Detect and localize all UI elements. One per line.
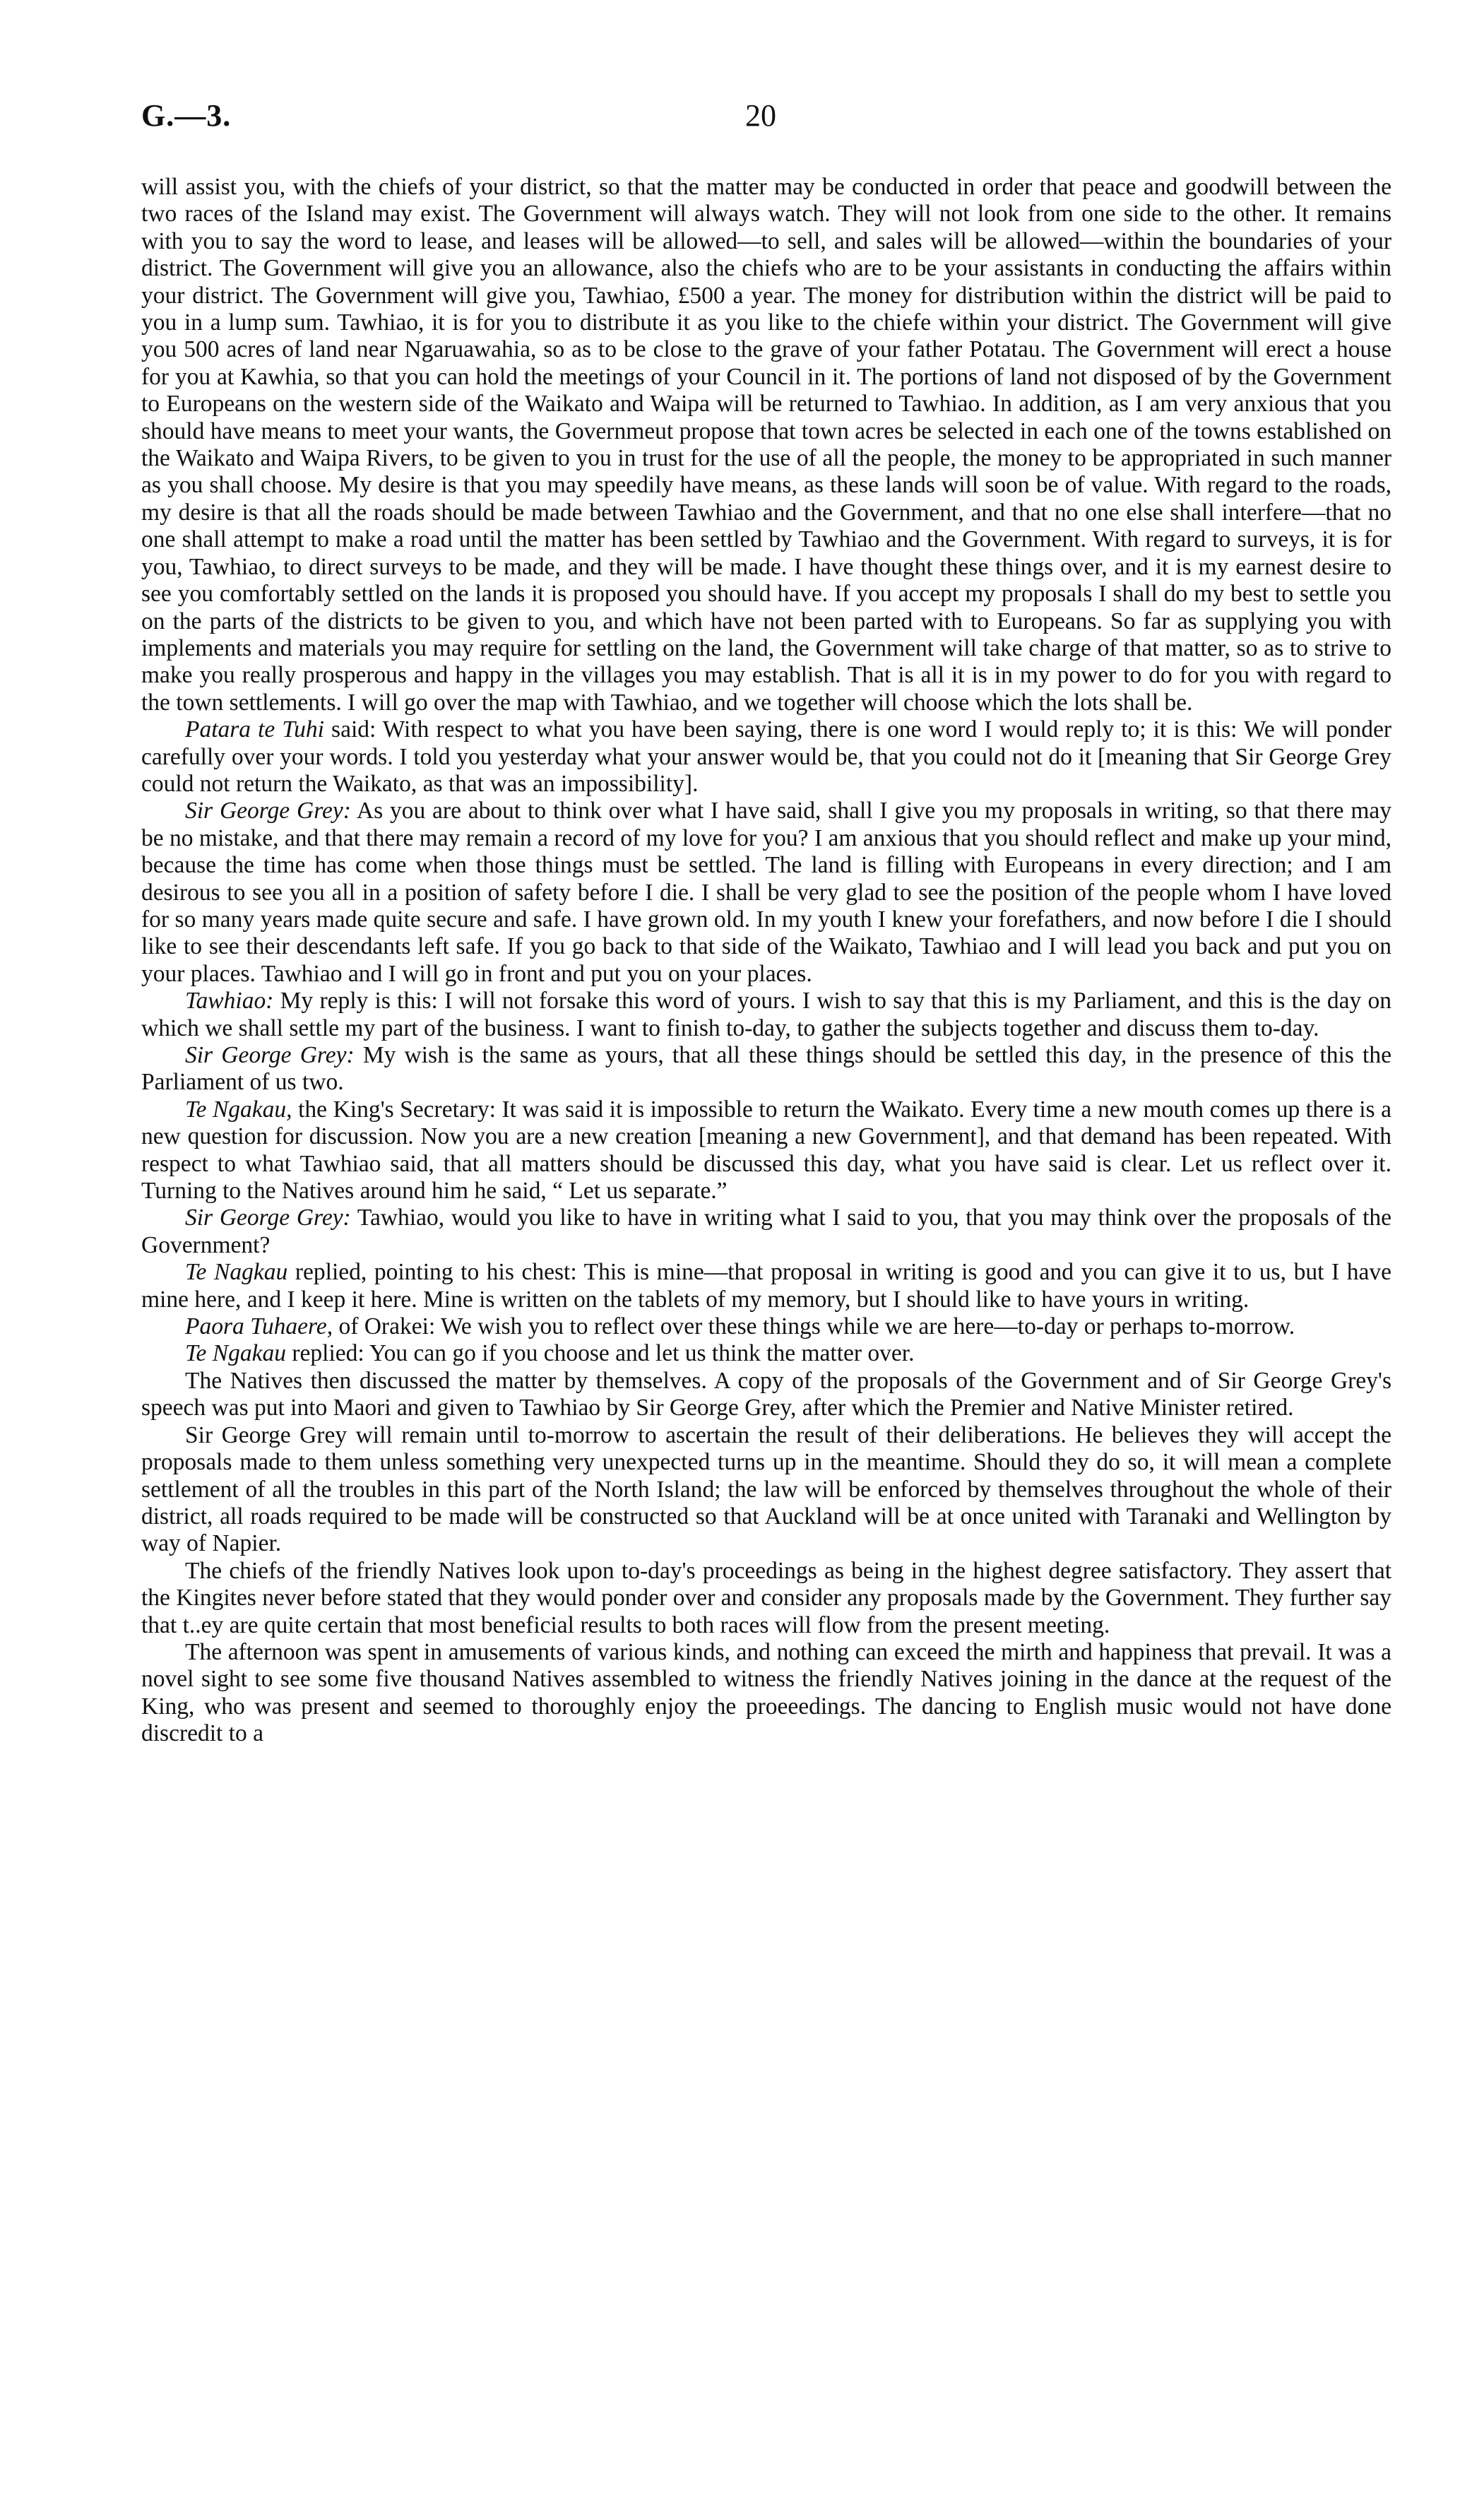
paragraph-text: Tawhiao, would you like to have in writing what I said to you, that you may think over the proposals of the Government? bbox=[141, 1205, 1391, 1258]
paragraph-sir-george-grey-1 bbox=[141, 798, 1391, 988]
paragraph-chiefs-friendly bbox=[141, 1558, 1391, 1639]
paragraph-patara-te-tuhi bbox=[141, 716, 1391, 798]
paragraph-text: replied: You can go if you choose and let us think the matter over. bbox=[286, 1340, 915, 1367]
document-code: G.—3. bbox=[141, 98, 232, 133]
paragraph-text: As you are about to think over what I have said, shall I give you my proposals in writing, so that there may be no mistake, and that there may remain a record of my love for you? I am anxious that you should reflect and make up your mind, because the time has come when those things must be settled. The land is filling with Europeans in every direction; and I am desirous to see you all in a position of safety before I die. I shall be very glad to see the position of the people whom I have loved for so many years made quite secure and safe. I have grown old. In my youth I knew your forefathers, and now before I die I should like to see their descendants left safe. If you go back to that side of the Waikato, Tawhiao and I will lead you back and put you on your places. Tawhiao and I will go in front and put you on your places. bbox=[141, 798, 1391, 987]
paragraph-text: replied, pointing to his chest: This is mine—that proposal in writing is good and you can give it to us, but I have mine here, and I keep it here. Mine is written on the tablets of my memory, but I should like to have yours in writing. bbox=[141, 1259, 1391, 1313]
body-text bbox=[141, 174, 1391, 1748]
paragraph-text: the King's Secretary: It was said it is impossible to return the Waikato. Every time a new mouth comes up there is a new question for discussion. Now you are a new creation [meaning a new Government], and that demand has been repeated. With respect to what Tawhiao said, that all matters should be discussed this day, what you have said is clear. Let us reflect over it. Turning to the Natives around him he said, “ Let us separate.” bbox=[141, 1096, 1391, 1205]
paragraph-grey-remains bbox=[141, 1422, 1391, 1558]
paragraph-text: of Orakei: We wish you to reflect over these things while we are here—to-day or perhaps to-morrow. bbox=[333, 1313, 1295, 1340]
speaker-name: Te Ngakau, bbox=[185, 1096, 292, 1123]
speaker-name: Patara te Tuhi bbox=[185, 716, 324, 743]
paragraph-afternoon bbox=[141, 1639, 1391, 1748]
speaker-name: Sir George Grey: bbox=[185, 798, 351, 824]
paragraph-te-nagkau bbox=[141, 1259, 1391, 1313]
paragraph-text: will assist you, with the chiefs of your district, so that the matter may be conducted in order that peace and goodwill between the two races of the Island may exist. The Government will always watch. They will not look from one side to the other. It remains with you to say the word to lease, and leases will be allowed—to sell, and sales will be allowed—within the boundaries of your district. The Government will give you an allowance, also the chiefs who are to be your assistants in conducting the affairs within your district. The Government will give you, Tawhiao, £500 a year. The money for distribution within the district will be paid to you in a lump sum. Tawhiao, it is for you to distribute it as you like to the chiefe within your district. The Government will give you 500 acres of land near Ngaruawahia, so as to be close to the grave of your father Potatau. The Government will erect a house for you at Kawhia, so that you can hold the meetings of your Council in it. The portions of land not disposed of by the Government to Europeans on the western side of the Waikato and Waipa will be returned to Tawhiao. In addition, as I am very anxious that you should have means to meet your wants, the Governmeut propose that town acres be selected in each one of the towns established on the Waikato and Waipa Rivers, to be given to you in trust for the use of all the people, the money to be appropriated in such manner as you shall choose. My desire is that you may speedily have means, as these lands will soon be of value. With regard to the roads, my desire is that all the roads should be made between Tawhiao and the Government, and that no one else shall interfere—that no one shall attempt to make a road until the matter has been settled by Tawhiao and the Government. With regard to surveys, it is for you, Tawhiao, to direct surveys to be made, and they will be made. I have thought these things over, and it is my earnest desire to see you comfortably settled on the lands it is proposed you should have. If you accept my proposals I shall do my best to settle you on the parts of the districts to be given to you, and which have not been parted with to Europeans. So far as supplying you with implements and materials you may require for settling on the land, the Government will take charge of that matter, so as to strive to make you really prosperous and happy in the villages you may establish. That is all it is in my power to do for you with regard to the town settlements. I will go over the map with Tawhiao, and we together will choose which the lots shall be. bbox=[141, 174, 1391, 716]
paragraph-text: The Natives then discussed the matter by themselves. A copy of the proposals of the Government and of Sir George Grey's speech was put into Maori and given to Tawhiao by Sir George Grey, after which the Premier and Native Minister retired. bbox=[141, 1367, 1391, 1421]
paragraph-text: The afternoon was spent in amusements of various kinds, and nothing can exceed the mirth and happiness that prevail. It was a novel sight to see some five thousand Natives assembled to witness the friendly Natives joining in the dance at the request of the King, who was present and seemed to thoroughly enjoy the proeeedings. The dancing to English music would not have done discredit to a bbox=[141, 1638, 1391, 1747]
paragraph-natives-discussed bbox=[141, 1368, 1391, 1422]
speaker-name: Te Ngakau bbox=[185, 1340, 287, 1367]
speaker-name: Te Nagkau bbox=[185, 1259, 288, 1286]
speaker-name: Tawhiao: bbox=[185, 988, 274, 1014]
page-header bbox=[141, 97, 1391, 140]
paragraph-text: My reply is this: I will not forsake this word of yours. I wish to say that this is my Parliament, and this is the day on which we shall settle my part of the business. I want to finish to-day, to gather the subjects together and discuss them to-day. bbox=[141, 988, 1391, 1041]
paragraph-tawhiao bbox=[141, 988, 1391, 1042]
paragraph-sir-george-grey-2 bbox=[141, 1042, 1391, 1096]
paragraph-text: My wish is the same as yours, that all these things should be settled this day, in the presence of this the Parliament of us two. bbox=[141, 1042, 1391, 1096]
speaker-name: Sir George Grey: bbox=[185, 1042, 355, 1068]
paragraph-te-ngakau-2 bbox=[141, 1340, 1391, 1367]
speaker-name: Paora Tuhaere, bbox=[185, 1313, 333, 1340]
paragraph-te-ngakau-1 bbox=[141, 1096, 1391, 1205]
paragraph-text: said: With respect to what you have been saying, there is one word I would reply to; it is this: We will ponder carefully over your words. I told you yesterday what your answer would be, that you could not do it [meaning that Sir George Grey could not return the Waikato, as that was an impossibility]. bbox=[141, 716, 1392, 797]
page-number: 20 bbox=[745, 98, 776, 133]
paragraph-text: Sir George Grey will remain until to-morrow to ascertain the result of their deliberations. He believes they will accept the proposals made to them unless something very unexpected turns up in the meantime. Should they do so, it will mean a complete settlement of all the troubles in this part of the North Island; the law will be enforced by themselves throughout the whole of their district, all roads required to be made will be constructed so that Auckland will be at once united with Taranaki and Wellington by way of Napier. bbox=[141, 1421, 1391, 1557]
paragraph-paora-tuhaere bbox=[141, 1313, 1391, 1340]
paragraph-text: The chiefs of the friendly Natives look upon to-day's proceedings as being in the highest degree satisfactory. They assert that the Kingites never before stated that they would ponder over and consider any proposals made by the Government. They further say that t..ey are quite certain that most beneficial results to both races will flow from the present meeting. bbox=[141, 1557, 1391, 1638]
paragraph-sir-george-grey-3 bbox=[141, 1205, 1391, 1259]
paragraph-continued bbox=[141, 174, 1391, 716]
speaker-name: Sir George Grey: bbox=[185, 1205, 351, 1231]
